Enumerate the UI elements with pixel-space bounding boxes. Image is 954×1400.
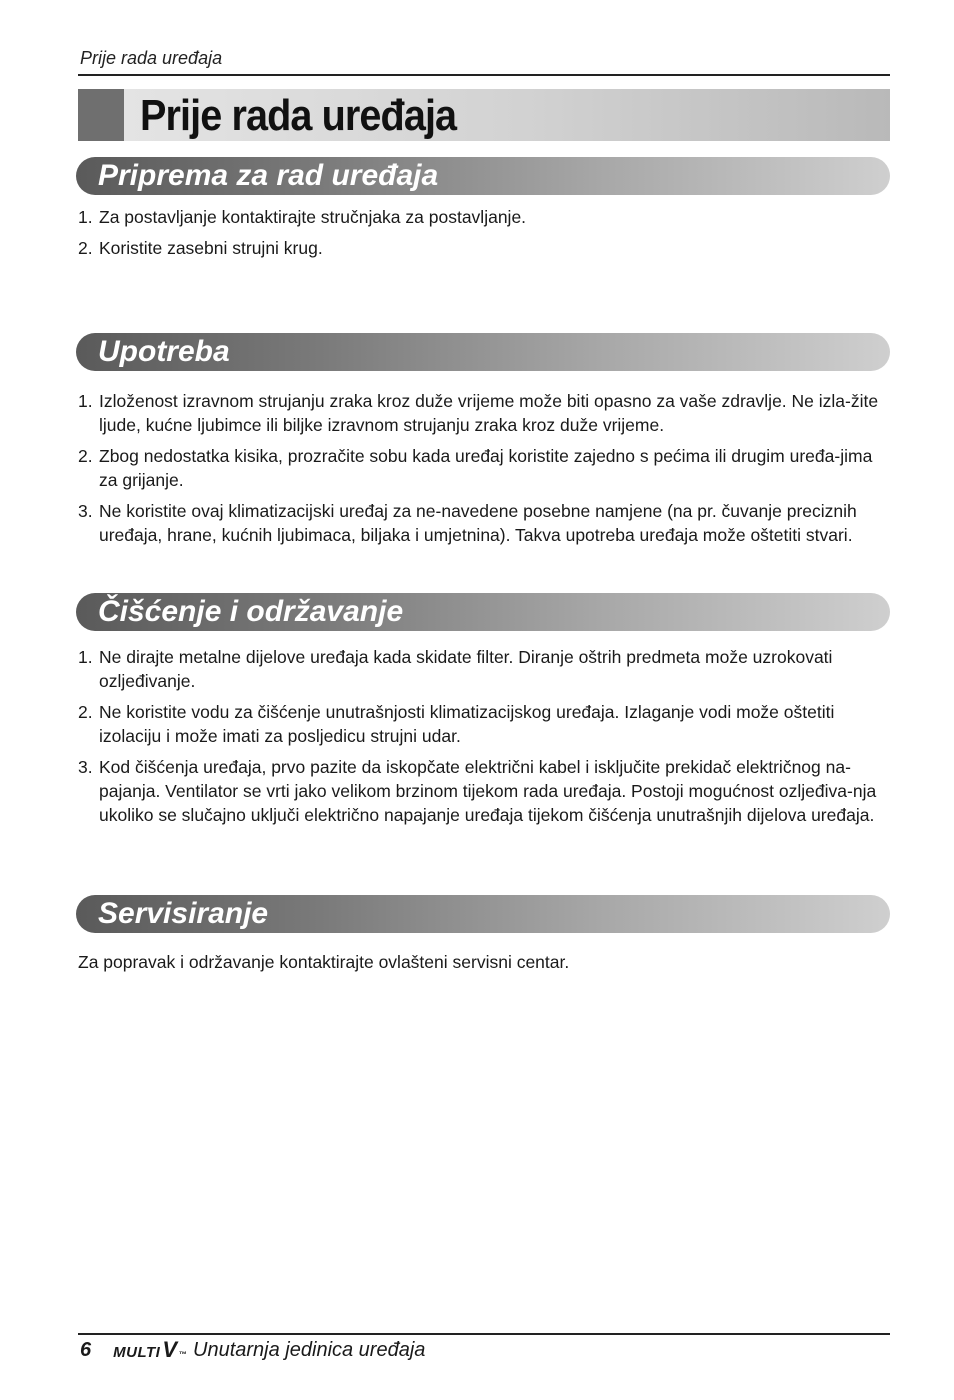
list-item xyxy=(78,389,890,437)
brand-logo xyxy=(113,1337,187,1363)
item-text: Ne koristite ovaj klimatizacijski uređaj za ne-navedene posebne namjene (na pr. čuvanje preciznih uređaja, hrane, kućnih ljubimaca, biljaka i umjetnina). Takva upotreba uređaja može oštetiti stvari. xyxy=(99,501,857,545)
section-header-upotreba xyxy=(76,333,890,371)
footer xyxy=(80,1338,425,1362)
item-number: 3. xyxy=(78,757,93,777)
item-number: 3. xyxy=(78,501,93,521)
item-text: Za postavljanje kontaktirajte stručnjaka za postavljanje. xyxy=(99,207,527,227)
running-header: Prije rada uređaja xyxy=(80,48,223,68)
item-text: Koristite zasebni strujni krug. xyxy=(99,238,323,258)
item-text: Ne dirajte metalne dijelove uređaja kada skidate filter. Diranje oštrih predmeta može uzrokovati ozljeđivanje. xyxy=(99,647,833,691)
footer-text: Unutarnja jedinica uređaja xyxy=(193,1338,426,1361)
section-header-servisiranje xyxy=(76,895,890,933)
brand-v: V xyxy=(162,1337,178,1362)
servisiranje-text: Za popravak i održavanje kontaktirajte ovlašteni servisni centar. xyxy=(78,952,570,972)
item-number: 1. xyxy=(78,207,93,227)
item-number: 2. xyxy=(78,702,93,722)
section-list-ciscenje xyxy=(78,645,890,834)
list-item xyxy=(78,205,890,229)
item-text: Izloženost izravnom strujanju zraka kroz duže vrijeme može biti opasno za vaše zdravlje. Ne izla-žite ljude, kućne ljubimce ili biljke izravnom strujanju zraka kroz duže vrijeme. xyxy=(99,391,879,435)
page-title-bar xyxy=(78,89,890,141)
section-header-priprema xyxy=(76,157,890,195)
brand-tm: ™ xyxy=(178,1350,188,1359)
page-title: Prije rada uređaja xyxy=(140,91,457,140)
section-title: Čišćenje i održavanje xyxy=(98,595,404,628)
item-number: 1. xyxy=(78,647,93,667)
section-title: Priprema za rad uređaja xyxy=(98,159,439,192)
item-text: Zbog nedostatka kisika, prozračite sobu kada uređaj koristite zajedno s pećima ili drugim uređa-jima za grijanje. xyxy=(99,446,873,490)
page-number: 6 xyxy=(80,1338,92,1361)
list-item xyxy=(78,645,890,693)
item-number: 1. xyxy=(78,391,93,411)
header-divider xyxy=(78,74,890,76)
list-item xyxy=(78,444,890,492)
item-number: 2. xyxy=(78,446,93,466)
list-item xyxy=(78,755,890,827)
list-item xyxy=(78,700,890,748)
footer-divider xyxy=(78,1333,890,1335)
brand-multi: MULTI xyxy=(113,1344,161,1361)
list-item xyxy=(78,499,890,547)
section-title: Upotreba xyxy=(98,335,230,368)
title-accent-block xyxy=(78,89,124,141)
section-list-priprema xyxy=(78,205,890,267)
item-text: Ne koristite vodu za čišćenje unutrašnjosti klimatizacijskog uređaja. Izlaganje vodi može oštetiti izolaciju i može imati za posljedicu strujni udar. xyxy=(99,702,835,746)
section-header-ciscenje xyxy=(76,593,890,631)
list-item xyxy=(78,236,890,260)
item-text: Kod čišćenja uređaja, prvo pazite da iskopčate električni kabel i isključite prekidač električnog na-pajanja. Ventilator se vrti jako velikom brzinom tijekom rada uređaja. Postoji mogućnost ozljeđiva-nja ukoliko se slučajno uključi električno napajanje uređaja tijekom čišćenja unutrašnjih dijelova uređaja. xyxy=(99,757,877,825)
section-title: Servisiranje xyxy=(98,897,269,930)
item-number: 2. xyxy=(78,238,93,258)
section-list-upotreba xyxy=(78,389,890,554)
